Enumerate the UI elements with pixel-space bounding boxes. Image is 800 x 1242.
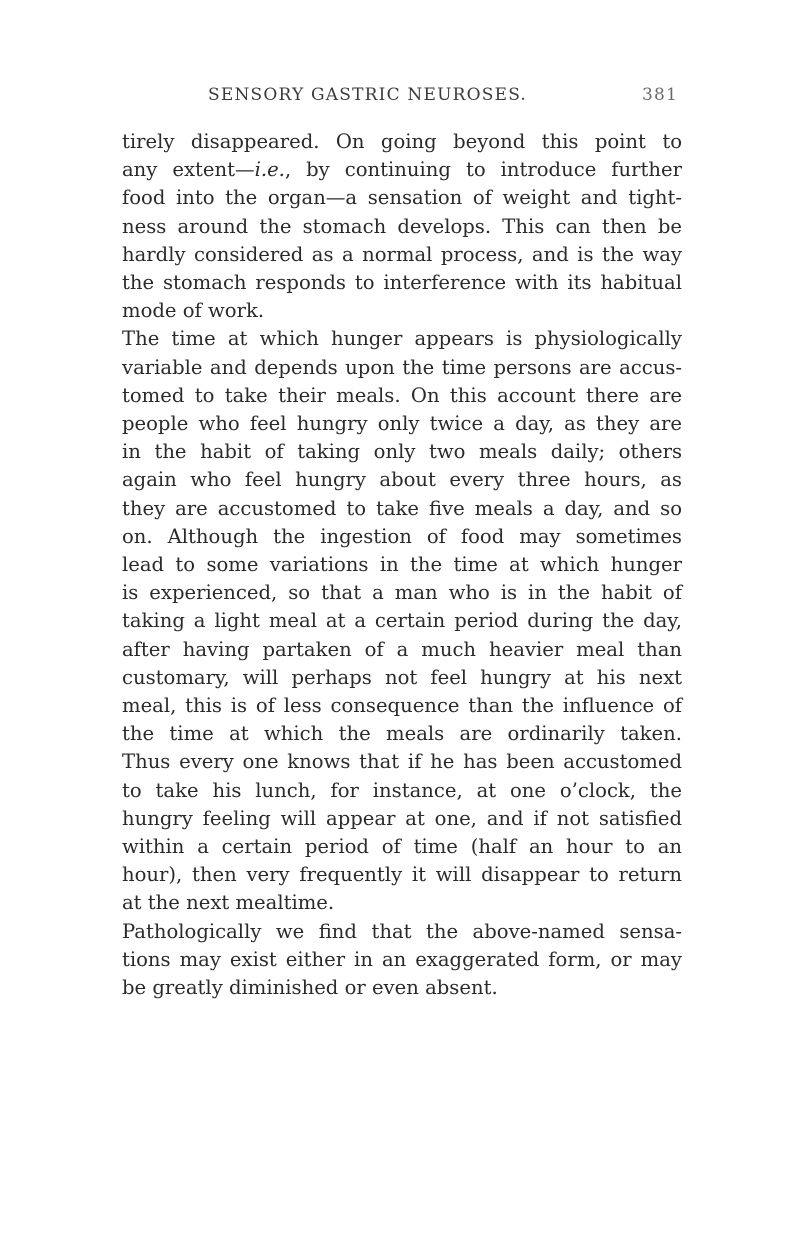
text-line: lead to some variations in the time at which hunger (122, 553, 682, 577)
text-line: at the next mealtime. (122, 891, 335, 915)
text-line: within a certain period of time (half an hour to an (122, 835, 682, 859)
page-number: 381 (641, 85, 678, 105)
text-line: be greatly diminished or even absent. (122, 976, 498, 1000)
text-line: Pathologically we find that the above-named sensa- (122, 919, 682, 943)
text-line: meal, this is of less consequence than the influence of (122, 694, 682, 718)
text-line: in the habit of taking only two meals daily; others (122, 440, 682, 464)
text-line: after having partaken of a much heavier meal than (122, 637, 682, 661)
paragraph-3 (122, 918, 682, 1003)
running-head-title: SENSORY GASTRIC NEUROSES. (208, 85, 528, 105)
text-line: mode of work. (122, 299, 265, 323)
text-line: taking a light meal at a certain period during the day, (122, 609, 682, 633)
paragraph-2 (122, 325, 682, 917)
text-line: variable and depends upon the time persons are accus- (122, 355, 682, 379)
text-line: to take his lunch, for instance, at one o’clock, the (122, 778, 682, 802)
text-line: Thus every one knows that if he has been accustomed (122, 750, 682, 774)
text-line: is experienced, so that a man who is in the habit of (122, 581, 682, 605)
text-line: The time at which hunger appears is physiologically (122, 327, 682, 351)
text-line: food into the organ—a sensation of weight and tight- (122, 186, 682, 210)
text-line: they are accustomed to take five meals a day, and so (122, 496, 682, 520)
text-line: people who feel hungry only twice a day, as they are (122, 412, 682, 436)
text-line: hour), then very frequently it will disappear to return (122, 863, 682, 887)
text-line: ness around the stomach develops. This can then be (122, 214, 682, 238)
text-line: tions may exist either in an exaggerated form, or may (122, 947, 682, 971)
text-line: the time at which the meals are ordinarily taken. (122, 722, 682, 746)
text-line: the stomach responds to interference with its habitual (122, 271, 682, 295)
text-line: customary, will perhaps not feel hungry at his next (122, 665, 682, 689)
running-head (208, 85, 678, 111)
text-line: on. Although the ingestion of food may sometimes (122, 524, 682, 548)
text-line: hardly considered as a normal process, and is the way (122, 242, 682, 266)
text-line: tomed to take their meals. On this account there are (122, 383, 682, 407)
body-text (122, 128, 682, 1002)
paragraph-1 (122, 128, 682, 325)
text-line: any extent—i.e., by continuing to introduce further (122, 158, 682, 182)
text-line: tirely disappeared. On going beyond this point to (122, 130, 682, 153)
text-line: again who feel hungry about every three hours, as (122, 468, 682, 492)
text-line: hungry feeling will appear at one, and if not satisfied (122, 806, 682, 830)
